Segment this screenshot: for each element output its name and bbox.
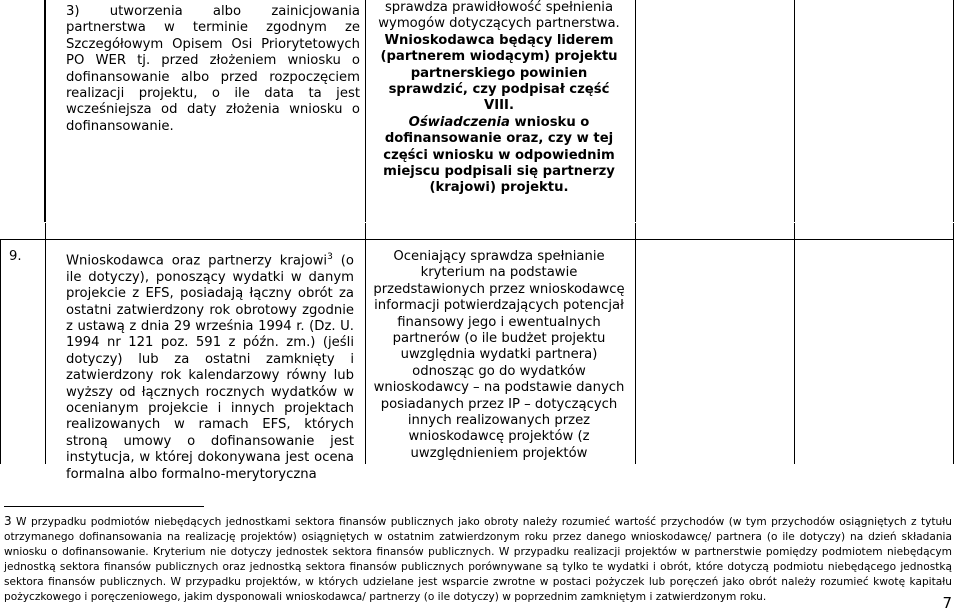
row1-assessment-bold: Wnioskodawca będący liderem (partnerem wiodącym) projektu partnerskiego powinien sprawdzić, czy podpisał część VIII. [380, 32, 618, 114]
table-col-divider-4 [794, 0, 795, 464]
row2-assessment: Oceniający sprawdza spełnianie kryterium na podstawie przedstawionych przez wnioskodawcę informacji potwierdzających potencjał finansowy jego i ewentualnych partnerów (o ile budżet projektu uwzględnia wydatki partnera) odnosząc go do wydatków wnioskodawcy – na podstawie danych posiadanych przez IP – dotyczących innych realizowanych przez wnioskodawcę projektów (z uwzględnieniem projektów [373, 249, 625, 461]
row1-assessment-text [372, 0, 626, 197]
table-row-divider [0, 239, 954, 240]
footnote-text: W przypadku podmiotów niebędących jednostkami sektora finansów publicznych jako obroty należy rozumieć wartość przychodów (w tym przychodów osiągniętych z tytułu otrzymanego dofinansowania na realizację projektów) osiągniętych w ostatnim zatwierdzonym roku przez danego wnioskodawcę/ partnera (o ile dotyczy) na dzień składania wniosku o dofinansowanie. Kryterium nie dotyczy jednostek sektora finansów publicznych. W przypadku realizacji projektów w partnerstwie pomiędzy podmiotem niebędącym jednostką sektora finansów publicznych oraz jednostką sektora finansów publicznych porównywane są tylko te wydatki i obrót, które dotyczą podmiotu niebędącego jednostką sektora finansów publicznych. W przypadku projektów, w których udzielane jest wsparcie zwrotne w postaci pożyczek lub poręczeń jako obrót należy rozumieć kwotę kapitału pożyczkowego i poręczeniowego, jakim dysponowali wnioskodawca/ partnerzy (o ile dotyczy) w poprzednim zamkniętym i zatwierdzonym roku. [4, 516, 952, 603]
row2-number [9, 249, 39, 265]
footnote-ref-3[interactable]: 3 [327, 252, 333, 262]
table-border-right [953, 0, 954, 464]
row1-condition: 3) utworzenia albo zainicjowania partnerstwa w terminie zgodnym ze Szczegółowym Opisem Osi Priorytetowych PO WER tj. przed złożeniem wniosku o dofinansowanie albo przed rozpoczęciem realizacji projektu, o ile data ta jest wcześniejsza od daty złożenia wniosku o dofinansowanie. [66, 4, 360, 134]
row1-assessment-normal: sprawdza prawidłowość spełnienia wymogów dotyczących partnerstwa. [378, 0, 620, 32]
row1-condition-text [66, 4, 360, 135]
row2-number-text: 9. [9, 249, 22, 264]
row1-assessment-bold-italic: Oświadczenia [408, 114, 510, 130]
footnote [4, 514, 952, 605]
page-number: 7 [942, 594, 952, 612]
table-col-divider-2 [365, 0, 366, 464]
row2-criterion-a: Wnioskodawca oraz partnerzy krajowi [66, 253, 328, 269]
table-col-divider-1 [45, 0, 46, 464]
row2-criterion-text [66, 249, 354, 483]
table-col-divider-3 [635, 0, 636, 464]
table-border-left-row2 [0, 240, 1, 464]
row2-assessment-text [371, 249, 627, 462]
footnote-mark: 3 [4, 514, 12, 528]
footnote-separator [4, 506, 204, 507]
table-row-gap-line [44, 222, 954, 223]
row2-criterion-b: (o ile dotyczy), ponoszący wydatki w danym projekcie z EFS, posiadają łączny obrót za ostatni zatwierdzony rok obrotowy zgodnie z ustawą z dnia 29 września 1994 r. (Dz. U. 1994 nr 121 poz. 591 z późn. zm.) (jeśli dotyczy) lub za ostatni zamknięty i zatwierdzony rok kalendarzowy równy lub wyższy od łącznych rocznych wydatków w ocenianym projekcie i innych projektach realizowanych w ramach EFS, których stroną umowy o dofinansowanie jest instytucja, w której dokonywana jest ocena formalna albo formalno-merytoryczna [66, 253, 354, 482]
row1-assessment-bold-2: wniosku o dofinansowanie oraz, czy w tej części wniosku w odpowiednim miejscu podpisali się partnerzy (krajowi) projektu. [383, 114, 615, 196]
